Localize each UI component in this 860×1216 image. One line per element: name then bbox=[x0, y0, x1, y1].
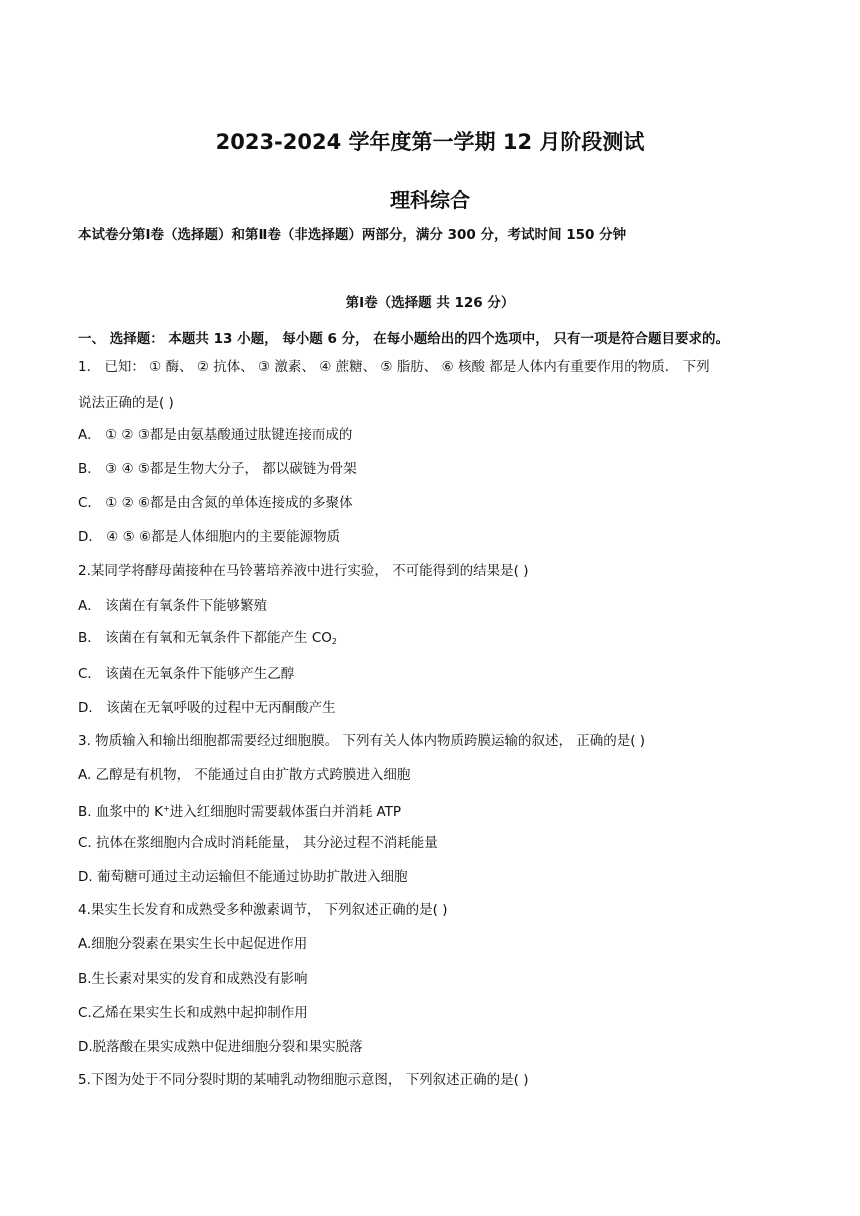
exam-title: 2023-2024 学年度第一学期 12 月阶段测试 bbox=[215, 130, 645, 154]
q3-option-a: A. 乙醇是有机物， 不能通过自由扩散方式跨膜进入细胞 bbox=[78, 767, 411, 783]
q2-option-c: C． 该菌在无氧条件下能够产生乙醇 bbox=[78, 666, 295, 682]
q1-option-a: A． ① ② ③都是由氨基酸通过肽键连接而成的 bbox=[78, 427, 353, 443]
q4-stem: 4.果实生长发育和成熟受多种激素调节， 下列叙述正确的是( ) bbox=[78, 902, 448, 918]
q4-option-c: C.乙烯在果实生长和成熟中起抑制作用 bbox=[78, 1005, 308, 1021]
q4-option-d: D.脱落酸在果实成熟中促进细胞分裂和果实脱落 bbox=[78, 1039, 363, 1055]
q1-stem-line1: 1． 已知： ① 酶、 ② 抗体、 ③ 激素、 ④ 蔗糖、 ⑤ 脂肪、 ⑥ 核酸 都是人体内有重要作用的物质． 下列 bbox=[78, 359, 710, 375]
q2-option-b-text: B． 该菌在有氧和无氧条件下都能产生 CO bbox=[78, 630, 332, 646]
q3-option-b-post: 进入红细胞时需要载体蛋白并消耗 ATP bbox=[169, 804, 402, 820]
q3-option-b-superscript: + bbox=[163, 804, 170, 813]
q2-option-d: D． 该菌在无氧呼吸的过程中无丙酮酸产生 bbox=[78, 700, 336, 716]
q2-option-b bbox=[78, 629, 337, 651]
q3-stem: 3. 物质输入和输出细胞都需要经过细胞膜。 下列有关人体内物质跨膜运输的叙述， 正确的是( ) bbox=[78, 733, 646, 749]
q3-option-b-pre: B. 血浆中的 K bbox=[78, 804, 163, 820]
q2-option-b-subscript: 2 bbox=[331, 637, 337, 646]
exam-info: 本试卷分第Ⅰ卷（选择题）和第Ⅱ卷（非选择题）两部分，满分 300 分，考试时间 150 分钟 bbox=[78, 227, 627, 243]
q5-stem: 5.下图为处于不同分裂时期的某哺乳动物细胞示意图， 下列叙述正确的是( ) bbox=[78, 1072, 529, 1088]
section-heading: 第Ⅰ卷（选择题 共 126 分） bbox=[345, 295, 515, 311]
q4-option-b: B.生长素对果实的发育和成熟没有影响 bbox=[78, 971, 308, 987]
q2-option-a: A． 该菌在有氧条件下能够繁殖 bbox=[78, 598, 268, 614]
q3-option-d: D. 葡萄糖可通过主动运输但不能通过协助扩散进入细胞 bbox=[78, 869, 408, 885]
q1-stem-line2: 说法正确的是( ) bbox=[78, 395, 174, 411]
q1-option-b: B． ③ ④ ⑤都是生物大分子， 都以碳链为骨架 bbox=[78, 461, 357, 477]
q3-option-b bbox=[78, 800, 401, 821]
q2-stem: 2.某同学将酵母菌接种在马铃薯培养液中进行实验， 不可能得到的结果是( ) bbox=[78, 563, 529, 579]
section-instructions: 一、 选择题： 本题共 13 小题， 每小题 6 分， 在每小题给出的四个选项中， 只有一项是符合题目要求的。 bbox=[78, 331, 729, 347]
subject-title: 理科综合 bbox=[390, 188, 470, 212]
q1-option-c: C． ① ② ⑥都是由含氮的单体连接成的多聚体 bbox=[78, 495, 353, 511]
q3-option-c: C. 抗体在浆细胞内合成时消耗能量， 其分泌过程不消耗能量 bbox=[78, 835, 438, 851]
q1-option-d: D． ④ ⑤ ⑥都是人体细胞内的主要能源物质 bbox=[78, 529, 341, 545]
q4-option-a: A.细胞分裂素在果实生长中起促进作用 bbox=[78, 936, 308, 952]
